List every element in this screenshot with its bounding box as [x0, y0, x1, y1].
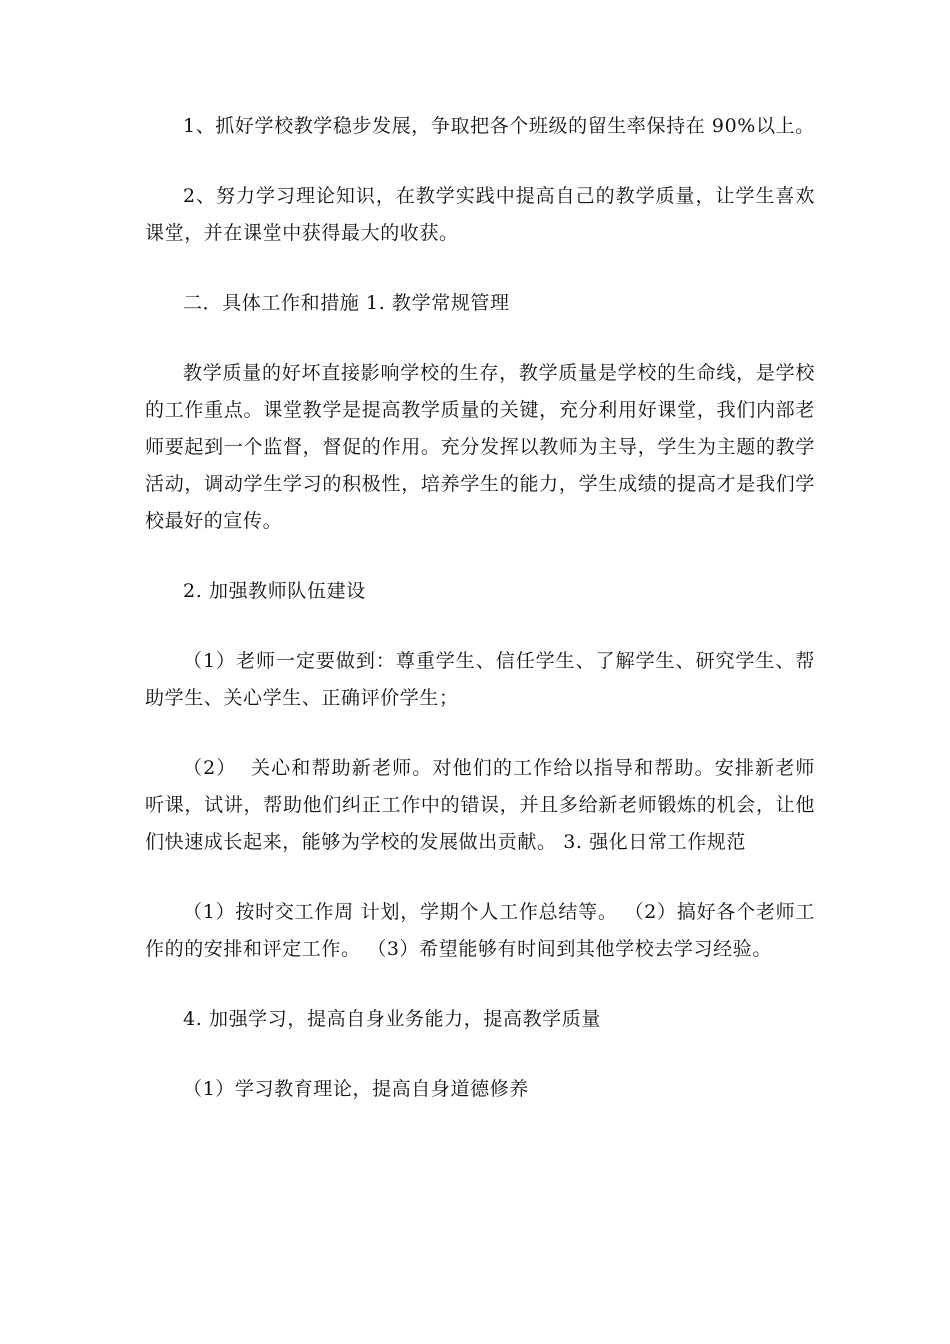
document-page — [145, 108, 815, 1141]
subheading-teacher-team: 2. 加强教师队伍建设 — [183, 580, 366, 602]
learning-item-1: （1）学习教育理论，提高自身道德修养 — [183, 1078, 529, 1100]
goal-paragraph-1: 1、抓好学校教学稳步发展，争取把各个班级的留生率保持在 90%以上。 — [183, 115, 815, 137]
section-heading-work-measures: 二．具体工作和措施 1. 教学常规管理 — [183, 292, 510, 314]
teacher-requirement-1: （1）老师一定要做到：尊重学生、信任学生、了解学生、研究学生、帮助学生、关心学生、正确评价学生； — [145, 650, 815, 709]
teacher-requirement-2: （2） 关心和帮助新老师。对他们的工作给以指导和帮助。安排新老师听课，试讲，帮助他们纠正工作中的错误，并且多给新老师锻炼的机会，让他们快速成长起来，能够为学校的发展做出贡献。 3. 强化日常工作规范 — [145, 757, 815, 853]
daily-work-items: （1）按时交工作周 计划，学期个人工作总结等。 （2）搞好各个老师工作的的安排和评定工作。 （3）希望能够有时间到其他学校去学习经验。 — [145, 901, 815, 960]
teaching-quality-paragraph: 教学质量的好坏直接影响学校的生存，教学质量是学校的生命线，是学校的工作重点。课堂教学是提高教学质量的关键，充分利用好课堂，我们内部老师要起到一个监督，督促的作用。充分发挥以教师为主导，学生为主题的教学活动，调动学生学习的积极性，培养学生的能力，学生成绩的提高才是我们学校最好的宣传。 — [145, 362, 815, 532]
goal-paragraph-2: 2、努力学习理论知识，在教学实践中提高自己的教学质量，让学生喜欢课堂，并在课堂中获得最大的收获。 — [145, 185, 815, 244]
subheading-strengthen-learning: 4. 加强学习，提高自身业务能力，提高教学质量 — [183, 1008, 601, 1030]
